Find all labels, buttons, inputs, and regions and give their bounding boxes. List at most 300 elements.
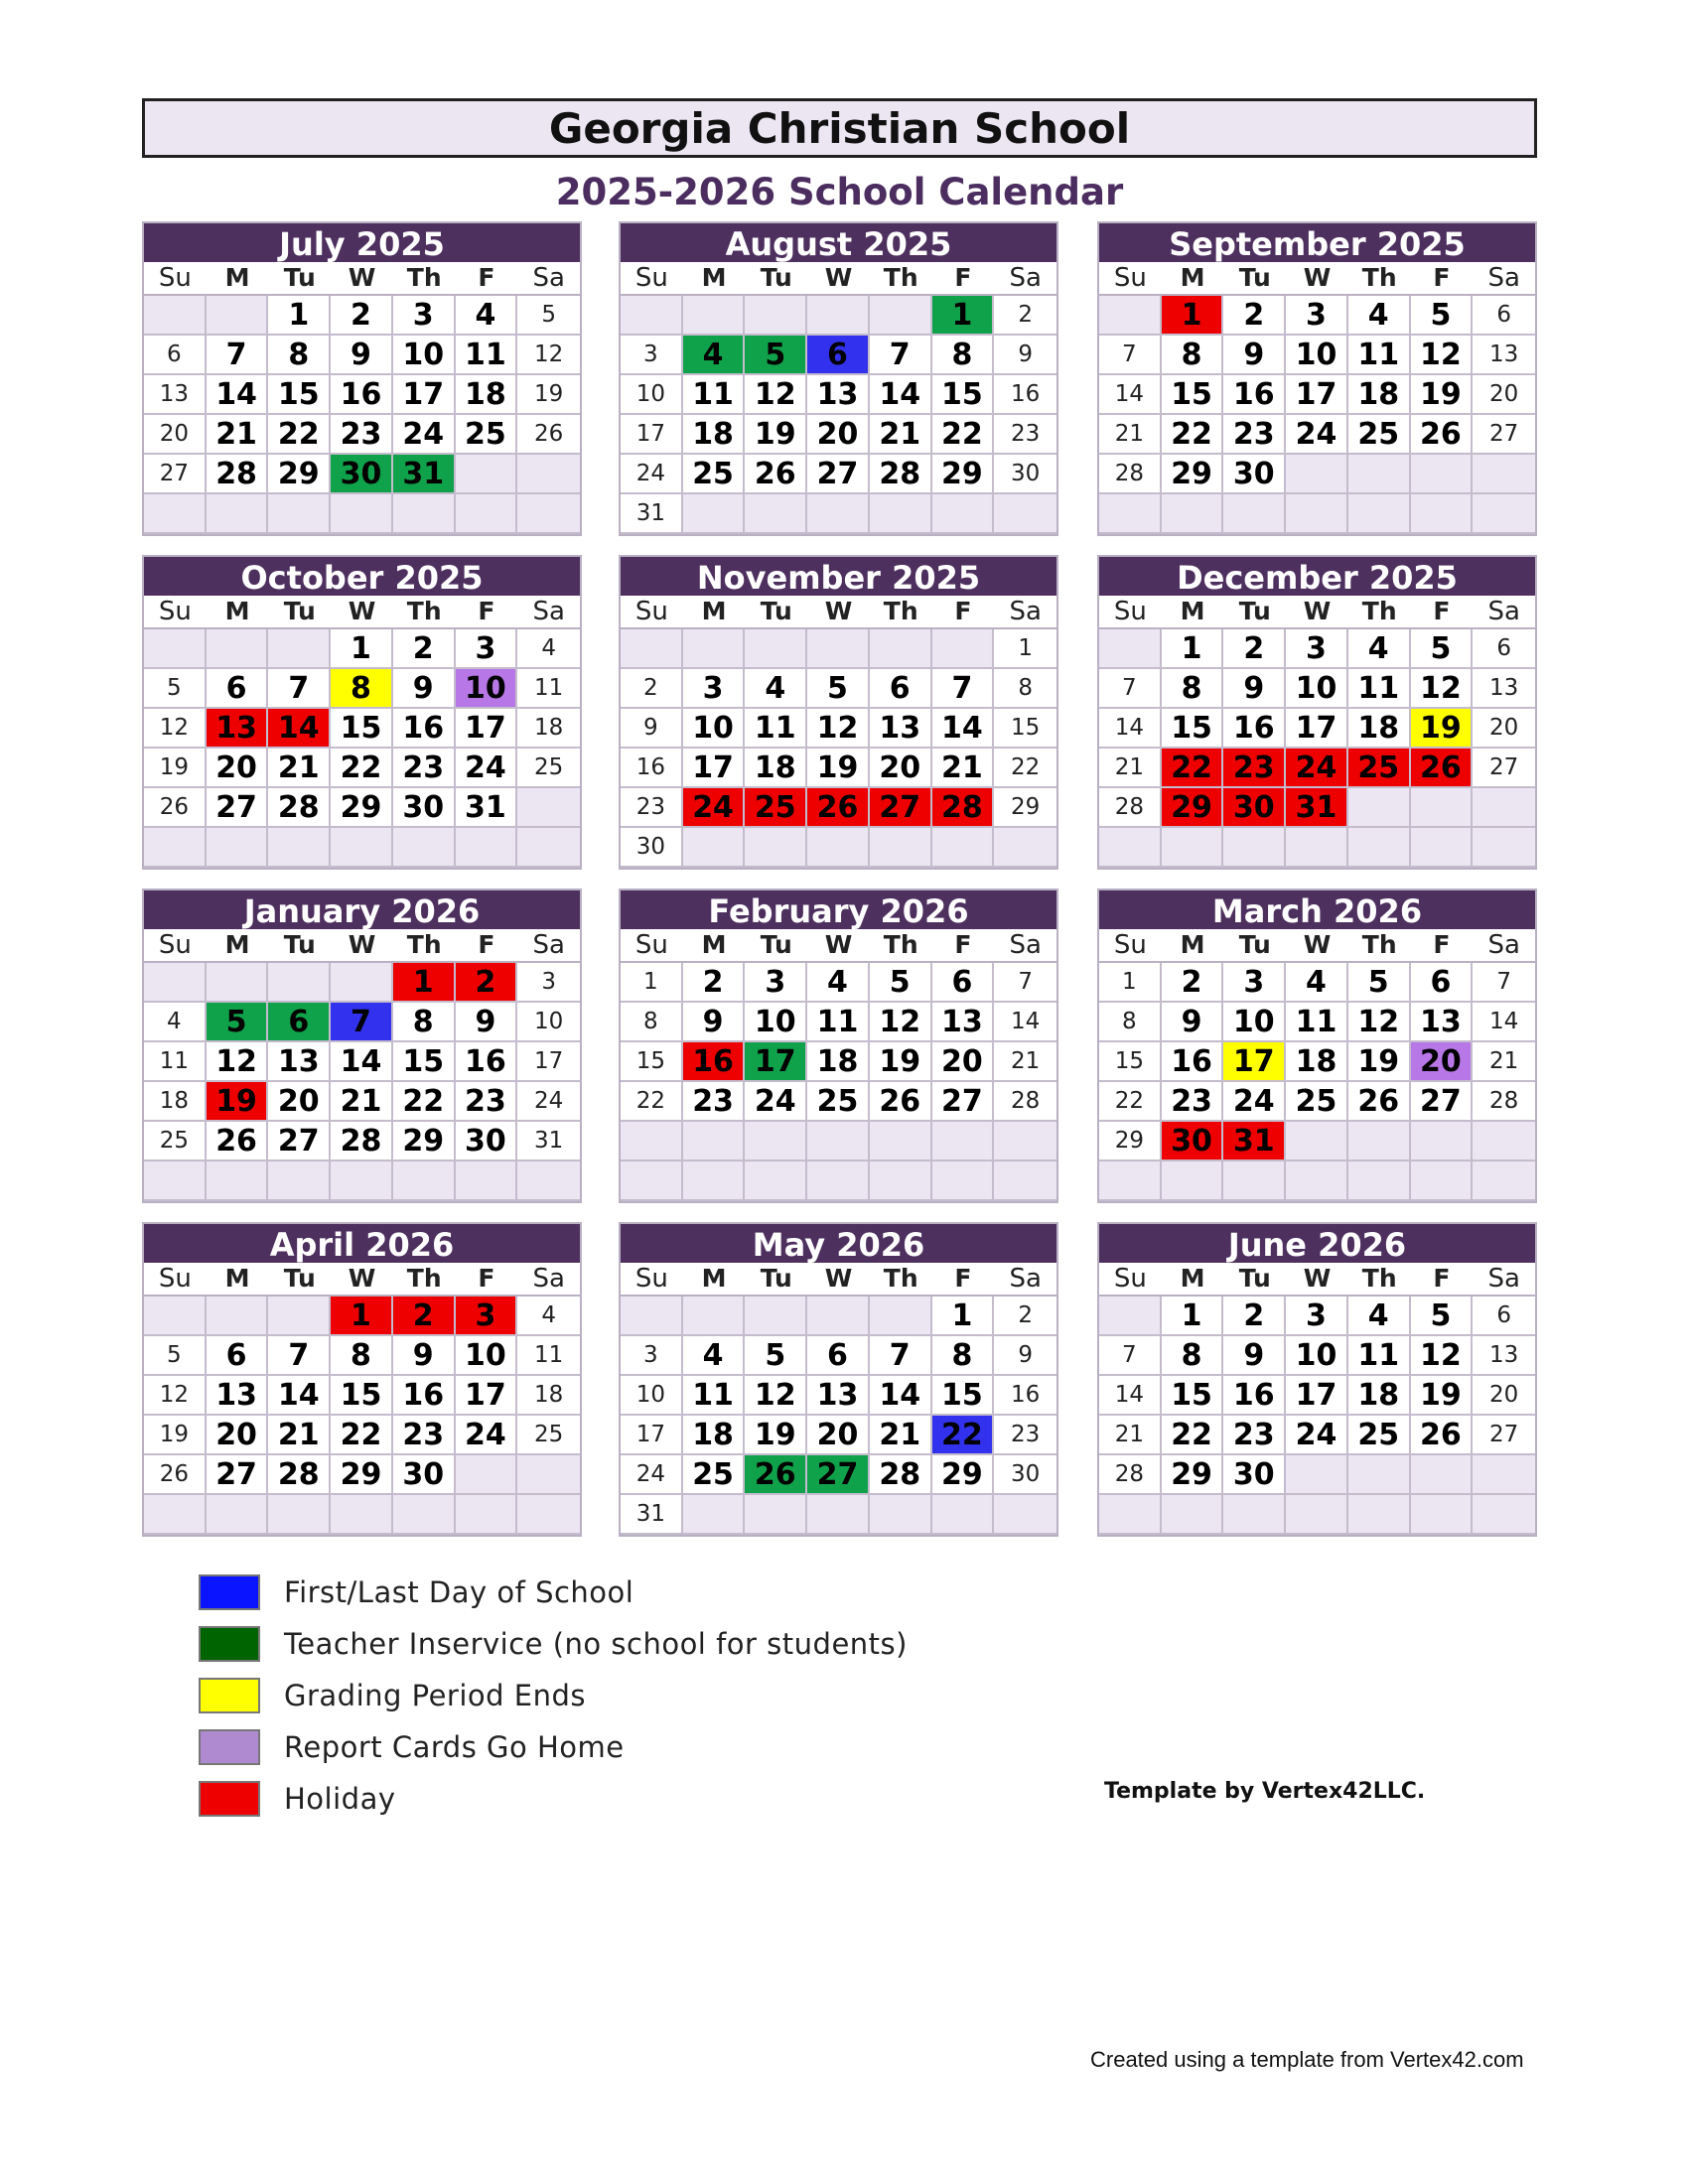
weekday-label: Tu (283, 263, 316, 292)
day-cell: 13 (1473, 669, 1535, 709)
empty-day-cell (807, 296, 870, 336)
day-cell: 12 (144, 1376, 207, 1416)
day-cell: 18 (745, 749, 807, 788)
day-cell: 24 (621, 1455, 683, 1495)
day-grid (144, 629, 580, 868)
weekday-header-row (621, 596, 1056, 629)
weekday-header-row (1099, 1263, 1535, 1297)
day-cell: 25 (1348, 415, 1411, 455)
empty-day-cell (870, 296, 932, 336)
day-cell: 18 (144, 1082, 207, 1122)
day-cell: 7 (870, 336, 932, 375)
day-cell: 24 (683, 788, 746, 828)
day-cell: 31 (1223, 1122, 1286, 1161)
day-cell: 25 (745, 788, 807, 828)
day-cell: 8 (331, 1336, 393, 1376)
month-calendar (1097, 221, 1537, 536)
day-cell: 30 (393, 1455, 456, 1495)
day-cell: 23 (994, 415, 1056, 455)
weekday-label: F (1433, 1264, 1451, 1293)
weekday-label: Su (158, 930, 192, 960)
month-calendar (1097, 888, 1537, 1203)
day-cell: 26 (207, 1122, 269, 1161)
day-cell: 19 (1411, 1376, 1474, 1416)
day-cell: 2 (1223, 629, 1286, 669)
day-cell: 12 (745, 1376, 807, 1416)
day-cell: 3 (1223, 963, 1286, 1003)
empty-day-cell (1286, 494, 1348, 534)
weekday-label: F (1433, 597, 1451, 625)
day-cell: 23 (393, 1416, 456, 1455)
day-cell: 4 (1348, 1297, 1411, 1336)
weekday-label: W (348, 1264, 376, 1293)
weekday-label: Th (1361, 597, 1397, 625)
weekday-label: Th (883, 930, 918, 959)
weekday-label: Tu (1238, 263, 1271, 292)
day-cell: 20 (807, 415, 870, 455)
legend-item (199, 1721, 953, 1773)
day-cell: 11 (1286, 1003, 1348, 1042)
day-cell: 4 (683, 336, 746, 375)
empty-day-cell (517, 1455, 580, 1495)
day-cell: 1 (932, 296, 995, 336)
day-cell: 20 (268, 1082, 331, 1122)
day-cell: 20 (207, 1416, 269, 1455)
day-cell: 10 (621, 375, 683, 415)
weekday-header-row (144, 262, 580, 296)
empty-day-cell (1473, 494, 1535, 534)
empty-day-cell (1348, 1455, 1411, 1495)
month-calendar (142, 221, 582, 536)
day-cell: 26 (144, 1455, 207, 1495)
empty-day-cell (331, 1495, 393, 1535)
weekday-label: Tu (283, 1264, 316, 1293)
day-cell: 16 (1223, 709, 1286, 749)
empty-day-cell (1223, 1495, 1286, 1535)
empty-day-cell (268, 1495, 331, 1535)
day-cell: 8 (1162, 336, 1224, 375)
empty-day-cell (683, 1495, 746, 1535)
empty-day-cell (683, 828, 746, 868)
empty-day-cell (994, 1161, 1056, 1201)
day-cell: 27 (144, 455, 207, 494)
month-title: October 2025 (144, 557, 580, 596)
day-cell: 22 (1162, 1416, 1224, 1455)
day-cell: 21 (870, 1416, 932, 1455)
day-cell: 9 (683, 1003, 746, 1042)
day-cell: 5 (745, 336, 807, 375)
empty-day-cell (1411, 1455, 1474, 1495)
day-cell: 6 (932, 963, 995, 1003)
day-cell: 9 (1162, 1003, 1224, 1042)
day-cell: 30 (994, 455, 1056, 494)
day-cell: 28 (268, 788, 331, 828)
weekday-label: W (348, 930, 376, 959)
weekday-label: F (478, 263, 495, 292)
day-cell: 28 (932, 788, 995, 828)
day-cell: 5 (1411, 1297, 1474, 1336)
day-cell: 23 (1223, 749, 1286, 788)
weekday-label: Th (1361, 263, 1397, 292)
empty-day-cell (1348, 1122, 1411, 1161)
weekday-label: Su (634, 1264, 668, 1294)
day-cell: 21 (1099, 1416, 1162, 1455)
day-cell: 11 (144, 1042, 207, 1082)
day-cell: 22 (331, 749, 393, 788)
weekday-label: Su (158, 597, 192, 626)
day-cell: 24 (1286, 415, 1348, 455)
day-cell: 31 (393, 455, 456, 494)
day-cell: 10 (745, 1003, 807, 1042)
day-cell: 19 (870, 1042, 932, 1082)
empty-day-cell (870, 1161, 932, 1201)
day-cell: 14 (870, 375, 932, 415)
month-calendar (142, 1222, 582, 1537)
day-cell: 5 (144, 669, 207, 709)
day-cell: 1 (1162, 1297, 1224, 1336)
empty-day-cell (207, 1297, 269, 1336)
legend-item (199, 1670, 953, 1721)
day-cell: 4 (1348, 629, 1411, 669)
month-calendar (619, 1222, 1058, 1537)
day-cell: 12 (1348, 1003, 1411, 1042)
weekday-label: Su (1113, 930, 1147, 960)
day-cell: 12 (207, 1042, 269, 1082)
day-cell: 21 (1473, 1042, 1535, 1082)
day-cell: 15 (932, 1376, 995, 1416)
empty-day-cell (1348, 1495, 1411, 1535)
empty-day-cell (1348, 455, 1411, 494)
day-cell: 17 (1286, 375, 1348, 415)
empty-day-cell (870, 828, 932, 868)
day-cell: 20 (1411, 1042, 1474, 1082)
day-cell: 11 (683, 375, 746, 415)
month-title: November 2025 (621, 557, 1056, 596)
empty-day-cell (331, 494, 393, 534)
month-title: May 2026 (621, 1224, 1056, 1263)
day-cell: 29 (932, 1455, 995, 1495)
weekday-label: Th (883, 263, 918, 292)
empty-day-cell (1411, 788, 1474, 828)
day-cell: 30 (1223, 455, 1286, 494)
weekday-label: F (954, 597, 972, 625)
empty-day-cell (683, 1297, 746, 1336)
weekday-label: M (701, 263, 727, 292)
empty-day-cell (144, 1297, 207, 1336)
day-grid (144, 296, 580, 534)
legend-label: Grading Period Ends (284, 1679, 587, 1712)
day-cell: 24 (621, 455, 683, 494)
day-cell: 21 (207, 415, 269, 455)
weekday-label: M (701, 930, 727, 959)
empty-day-cell (932, 1122, 995, 1161)
legend-label: Report Cards Go Home (284, 1730, 625, 1764)
day-cell: 1 (621, 963, 683, 1003)
empty-day-cell (994, 1122, 1056, 1161)
day-cell: 31 (517, 1122, 580, 1161)
day-cell: 14 (1473, 1003, 1535, 1042)
day-cell: 10 (1286, 669, 1348, 709)
weekday-header-row (1099, 596, 1535, 629)
day-cell: 2 (1223, 1297, 1286, 1336)
day-cell: 29 (331, 788, 393, 828)
day-cell: 12 (144, 709, 207, 749)
day-cell: 26 (517, 415, 580, 455)
day-grid (1099, 629, 1535, 868)
day-cell: 25 (807, 1082, 870, 1122)
day-cell: 4 (517, 1297, 580, 1336)
day-cell: 20 (1473, 375, 1535, 415)
empty-day-cell (1411, 1495, 1474, 1535)
day-cell: 14 (994, 1003, 1056, 1042)
empty-day-cell (807, 1161, 870, 1201)
weekday-label: W (348, 597, 376, 625)
empty-day-cell (621, 1297, 683, 1336)
weekday-label: F (954, 930, 972, 959)
day-cell: 6 (1473, 296, 1535, 336)
day-cell: 29 (331, 1455, 393, 1495)
empty-day-cell (1099, 1495, 1162, 1535)
weekday-label: Su (1113, 1264, 1147, 1294)
day-cell: 22 (932, 1416, 995, 1455)
day-cell: 3 (621, 1336, 683, 1376)
day-cell: 8 (932, 336, 995, 375)
day-cell: 29 (1099, 1122, 1162, 1161)
day-cell: 25 (517, 749, 580, 788)
day-cell: 30 (1223, 1455, 1286, 1495)
day-cell: 7 (268, 1336, 331, 1376)
day-cell: 1 (1099, 963, 1162, 1003)
empty-day-cell (1286, 455, 1348, 494)
day-cell: 21 (994, 1042, 1056, 1082)
day-cell: 6 (144, 336, 207, 375)
weekday-label: W (1303, 1264, 1332, 1293)
day-cell: 18 (1286, 1042, 1348, 1082)
day-cell: 6 (1411, 963, 1474, 1003)
weekday-label: Sa (1487, 930, 1520, 960)
month-title: March 2026 (1099, 890, 1535, 929)
day-cell: 28 (331, 1122, 393, 1161)
day-cell: 19 (207, 1082, 269, 1122)
empty-day-cell (745, 1495, 807, 1535)
empty-day-cell (1223, 1161, 1286, 1201)
weekday-label: Su (634, 930, 668, 960)
empty-day-cell (268, 963, 331, 1003)
day-cell: 1 (1162, 296, 1224, 336)
empty-day-cell (1473, 1495, 1535, 1535)
day-cell: 16 (994, 1376, 1056, 1416)
month-calendar (619, 221, 1058, 536)
empty-day-cell (207, 1161, 269, 1201)
day-cell: 13 (1411, 1003, 1474, 1042)
day-cell: 28 (1099, 788, 1162, 828)
day-cell: 18 (456, 375, 518, 415)
weekday-label: Tu (1238, 930, 1271, 959)
weekday-header-row (144, 929, 580, 963)
day-cell: 9 (456, 1003, 518, 1042)
weekday-label: Tu (760, 597, 792, 625)
empty-day-cell (1473, 788, 1535, 828)
day-cell: 3 (456, 629, 518, 669)
weekday-label: Sa (1487, 597, 1520, 626)
day-cell: 1 (393, 963, 456, 1003)
day-cell: 28 (870, 1455, 932, 1495)
day-cell: 11 (1348, 1336, 1411, 1376)
weekday-header-row (621, 929, 1056, 963)
weekday-label: Su (158, 263, 192, 293)
day-cell: 19 (517, 375, 580, 415)
day-cell: 10 (456, 1336, 518, 1376)
day-cell: 17 (1286, 1376, 1348, 1416)
month-title: June 2026 (1099, 1224, 1535, 1263)
empty-day-cell (1162, 494, 1224, 534)
day-cell: 23 (621, 788, 683, 828)
school-name-banner (142, 98, 1537, 158)
empty-day-cell (745, 1297, 807, 1336)
empty-day-cell (456, 1161, 518, 1201)
empty-day-cell (994, 828, 1056, 868)
day-cell: 24 (517, 1082, 580, 1122)
day-cell: 30 (621, 828, 683, 868)
day-cell: 11 (517, 1336, 580, 1376)
day-cell: 25 (683, 455, 746, 494)
day-cell: 2 (1162, 963, 1224, 1003)
legend-label: Holiday (284, 1782, 396, 1816)
empty-day-cell (1099, 1161, 1162, 1201)
day-cell: 29 (1162, 1455, 1224, 1495)
day-cell: 28 (1473, 1082, 1535, 1122)
empty-day-cell (144, 494, 207, 534)
day-cell: 15 (1162, 1376, 1224, 1416)
day-cell: 19 (144, 749, 207, 788)
empty-day-cell (621, 1122, 683, 1161)
empty-day-cell (331, 963, 393, 1003)
weekday-label: F (1433, 263, 1451, 292)
empty-day-cell (870, 1122, 932, 1161)
day-cell: 11 (1348, 669, 1411, 709)
empty-day-cell (1223, 828, 1286, 868)
empty-day-cell (456, 1455, 518, 1495)
day-cell: 15 (994, 709, 1056, 749)
day-cell: 15 (331, 1376, 393, 1416)
day-cell: 12 (870, 1003, 932, 1042)
empty-day-cell (621, 629, 683, 669)
day-cell: 15 (1162, 709, 1224, 749)
empty-day-cell (207, 963, 269, 1003)
weekday-label: Tu (760, 1264, 792, 1293)
day-cell: 19 (1411, 709, 1474, 749)
day-cell: 3 (683, 669, 746, 709)
month-calendar (619, 888, 1058, 1203)
day-cell: 7 (870, 1336, 932, 1376)
day-cell: 1 (1162, 629, 1224, 669)
day-cell: 5 (807, 669, 870, 709)
day-cell: 25 (1348, 1416, 1411, 1455)
weekday-label: M (1180, 263, 1205, 292)
weekday-label: Th (406, 1264, 442, 1293)
day-cell: 3 (745, 963, 807, 1003)
empty-day-cell (745, 494, 807, 534)
day-cell: 18 (517, 1376, 580, 1416)
day-cell: 15 (1162, 375, 1224, 415)
day-cell: 16 (1162, 1042, 1224, 1082)
day-cell: 3 (621, 336, 683, 375)
day-cell: 14 (870, 1376, 932, 1416)
day-cell: 11 (1348, 336, 1411, 375)
footer-link[interactable]: Created using a template from Vertex42.com (1090, 2047, 1524, 2072)
weekday-label: Sa (1009, 1264, 1042, 1294)
month-title: January 2026 (144, 890, 580, 929)
day-cell: 14 (268, 709, 331, 749)
day-cell: 15 (1099, 1042, 1162, 1082)
day-cell: 20 (932, 1042, 995, 1082)
weekday-label: Tu (283, 930, 316, 959)
weekday-label: Tu (1238, 597, 1271, 625)
weekday-label: W (824, 597, 853, 625)
day-cell: 4 (1348, 296, 1411, 336)
weekday-label: Sa (1009, 930, 1042, 960)
day-cell: 6 (807, 336, 870, 375)
day-grid (1099, 1297, 1535, 1535)
day-cell: 15 (331, 709, 393, 749)
day-cell: 20 (207, 749, 269, 788)
day-cell: 15 (932, 375, 995, 415)
day-cell: 9 (994, 336, 1056, 375)
empty-day-cell (1411, 494, 1474, 534)
weekday-label: Tu (1238, 1264, 1271, 1293)
day-cell: 7 (994, 963, 1056, 1003)
day-cell: 6 (870, 669, 932, 709)
day-cell: 25 (1286, 1082, 1348, 1122)
day-cell: 11 (683, 1376, 746, 1416)
day-cell: 29 (932, 455, 995, 494)
day-cell: 22 (994, 749, 1056, 788)
day-cell: 28 (870, 455, 932, 494)
day-cell: 27 (1473, 749, 1535, 788)
day-cell: 25 (144, 1122, 207, 1161)
day-cell: 25 (1348, 749, 1411, 788)
day-cell: 15 (393, 1042, 456, 1082)
empty-day-cell (1099, 629, 1162, 669)
legend-swatch-inservice (199, 1626, 260, 1662)
day-cell: 17 (683, 749, 746, 788)
day-cell: 6 (268, 1003, 331, 1042)
day-cell: 14 (331, 1042, 393, 1082)
weekday-label: M (1180, 597, 1205, 625)
day-cell: 16 (621, 749, 683, 788)
day-cell: 4 (517, 629, 580, 669)
day-cell: 2 (393, 1297, 456, 1336)
day-cell: 19 (1348, 1042, 1411, 1082)
legend-item (199, 1567, 953, 1618)
weekday-label: W (1303, 597, 1332, 625)
weekday-label: W (824, 1264, 853, 1293)
weekday-header-row (144, 596, 580, 629)
day-cell: 11 (456, 336, 518, 375)
day-cell: 29 (1162, 788, 1224, 828)
day-cell: 24 (456, 749, 518, 788)
day-cell: 22 (331, 1416, 393, 1455)
day-cell: 6 (207, 669, 269, 709)
empty-day-cell (1473, 1455, 1535, 1495)
day-cell: 13 (807, 375, 870, 415)
empty-day-cell (994, 1495, 1056, 1535)
weekday-label: W (348, 263, 376, 292)
day-cell: 6 (207, 1336, 269, 1376)
day-cell: 4 (745, 669, 807, 709)
empty-day-cell (268, 828, 331, 868)
day-grid (621, 296, 1056, 534)
